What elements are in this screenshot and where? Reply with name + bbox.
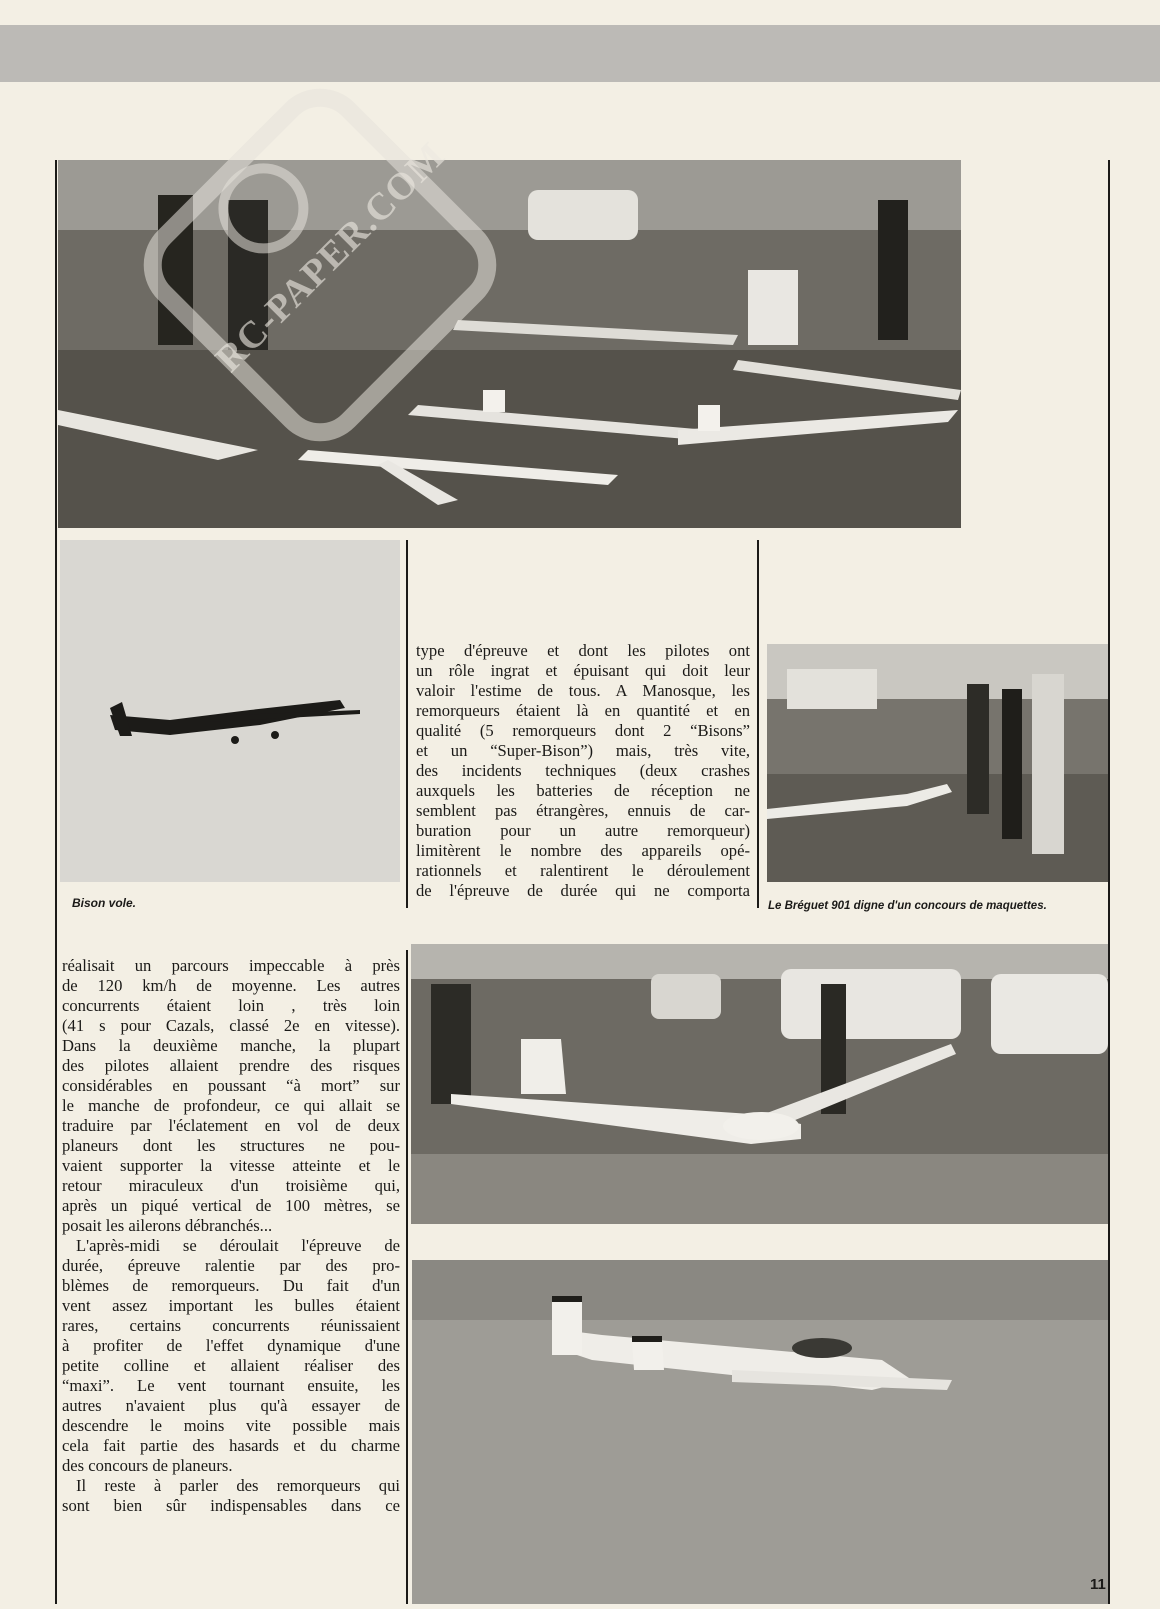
text-line: des pilotes allaient prendre des risques	[62, 1056, 400, 1075]
column-rule-middle-2	[406, 950, 408, 1604]
text-line: qualité (5 remorqueurs dont 2 “Bisons”	[416, 721, 750, 740]
text-line: durée, épreuve ralentie par des pro-	[62, 1256, 400, 1275]
text-line: le manche de profondeur, ce qui allait se	[62, 1096, 400, 1115]
article-left-column	[62, 956, 400, 1516]
text-line: limitèrent le nombre des appareils opé-	[416, 841, 750, 860]
text-line: (41 s pour Cazals, classé 2e en vitesse).	[62, 1016, 400, 1035]
text-line: valoir l'estime de tous. A Manosque, les	[416, 681, 750, 700]
text-line: traduire par l'éclatement en vol de deux	[62, 1116, 400, 1135]
text-line: auxquels les batteries de réception ne	[416, 781, 750, 800]
text-line: posait les ailerons débranchés...	[62, 1216, 273, 1235]
text-line: considérables en poussant “à mort” sur	[62, 1076, 400, 1095]
text-line: autres n'avaient plus qu'à essayer de	[62, 1396, 400, 1415]
text-line: planeurs dont les structures ne pou-	[62, 1136, 400, 1155]
column-rule-right	[757, 540, 759, 908]
glider-15-illustration	[411, 944, 1108, 1224]
article-middle-column	[416, 641, 750, 901]
header-band	[0, 25, 1160, 82]
text-line: des concours de planeurs.	[62, 1456, 233, 1475]
bison-ground-illustration	[412, 1260, 1108, 1604]
column-rule-top-left	[55, 160, 57, 528]
text-line: après un piqué vertical de 100 mètres, se	[62, 1196, 400, 1215]
breguet-scene-illustration	[767, 644, 1108, 882]
photo-breguet-901	[767, 644, 1108, 882]
text-line: réalisait un parcours impeccable à près	[62, 956, 400, 975]
photo-bison-ground	[412, 1260, 1108, 1604]
text-line: et un “Super-Bison”) mais, très vite,	[416, 741, 750, 760]
text-line: Dans la deuxième manche, la plupart	[62, 1036, 400, 1055]
text-line: rationnels et ralentirent le déroulement	[416, 861, 750, 880]
caption-breguet: Le Bréguet 901 digne d'un concours de maquettes.	[768, 900, 1047, 912]
text-line: L'après-midi se déroulait l'épreuve de	[76, 1236, 400, 1255]
text-line: sont bien sûr indispensables dans ce	[62, 1496, 400, 1515]
text-line: de 120 km/h de moyenne. Les autres	[62, 976, 400, 995]
text-line: à profiter de l'effet dynamique d'une	[62, 1336, 400, 1355]
photo-glider-15	[411, 944, 1108, 1224]
column-rule-far-right	[1108, 160, 1110, 1604]
text-line: semblent pas étrangères, ennuis de car-	[416, 801, 750, 820]
text-line: cela fait partie des hasards et du charme	[62, 1436, 400, 1455]
bison-flying-illustration	[60, 540, 400, 882]
text-line: Il reste à parler des remorqueurs qui	[76, 1476, 400, 1495]
text-line: buration pour un autre remorqueur)	[416, 821, 750, 840]
text-line: un rôle ingrat et épuisant qui doit leur	[416, 661, 750, 680]
watermark-text: RC-PAPER.COM	[207, 134, 454, 381]
text-line: rares, certains concurrents réunissaient	[62, 1316, 400, 1335]
caption-bison-vole: Bison vole.	[72, 896, 137, 910]
text-line: type d'épreuve et dont les pilotes ont	[416, 641, 750, 660]
column-rule-left	[55, 528, 57, 1604]
text-line: de l'épreuve de durée qui ne comporta	[416, 881, 750, 900]
text-line: petite colline et allaient réaliser des	[62, 1356, 400, 1375]
page-number: 11	[1090, 1576, 1106, 1593]
column-rule-middle	[406, 540, 408, 908]
text-line: “maxi”. Le vent tournant ensuite, les	[62, 1376, 400, 1395]
text-line: retour miraculeux d'un troisième qui,	[62, 1176, 400, 1195]
photo-bison-flying	[60, 540, 400, 882]
text-line: vent assez important les bulles étaient	[62, 1296, 400, 1315]
text-line: blèmes de remorqueurs. Du fait d'un	[62, 1276, 400, 1295]
text-line: remorqueurs étaient là en quantité et en	[416, 701, 750, 720]
text-line: descendre le moins vite possible mais	[62, 1416, 400, 1435]
text-line: vaient supporter la vitesse atteinte et le	[62, 1156, 400, 1175]
text-line: des incidents techniques (deux crashes	[416, 761, 750, 780]
text-line: concurrents étaient loin , très loin	[62, 996, 400, 1015]
